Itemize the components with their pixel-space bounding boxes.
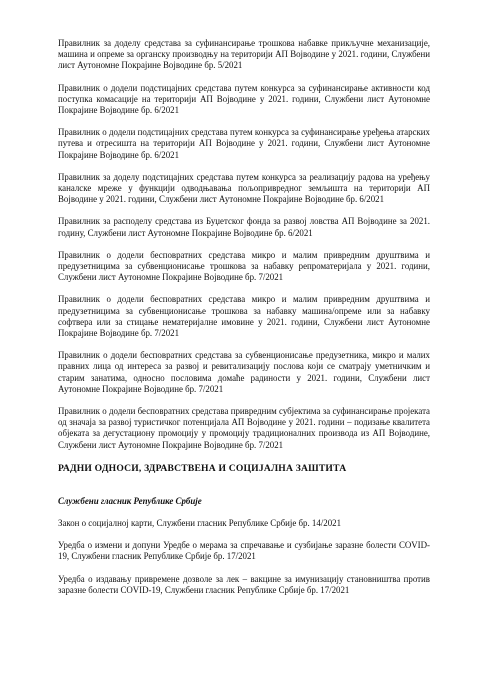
gazette-subheading: Службени гласник Републике Србије <box>58 495 202 506</box>
regulation-entry: Правилник о додели бесповратних средстава привредним субјектима за суфинансирање пројеката од значаја за развој туристичког потенцијала АП Војводине у 2021. години – подизање квалитета објеката за дегустациону промоцију у промоцију традиционалних производа из АП Војводине, Службени лист Аутономне Покрајине Војводине бр. 7/2021 <box>58 406 430 450</box>
regulation-entry: Правилник о додели бесповратних средстава микро и малим привредним друштвима и предузетницима за субвенционисање трошкова за набавку машина/опреме или за набавку софтвера или за стицање нематеријалне имовине у 2021. години, Службени лист Аутономне Покрајине Војводине бр. 7/2021 <box>58 294 430 339</box>
regulation-entry: Закон о социјалној карти, Службени гласник Републике Србије бр. 14/2021 <box>58 517 342 528</box>
section-heading: РАДНИ ОДНОСИ, ЗДРАВСТВЕНА И СОЦИЈАЛНА ЗАШТИТА <box>58 462 347 474</box>
regulation-entry: Уредба о издавању привремене дозволе за лек – вакцине за имунизацију становништва против заразне болести COVID-19, Службени гласник Републике Србије бр. 17/2021 <box>58 573 430 595</box>
regulation-entry: Правилник о додели бесповратних средстава микро и малим привредним друштвима и предузетницима за субвенционисање трошкова за набавку репроматеријала у 2021. години, Службени лист Аутономне Покрајине Војводине бр. 7/2021 <box>58 249 430 283</box>
regulation-entry: Правилник за доделу средстава за суфинансирање трошкова набавке прикључне механизације, машина и опреме за органску производњу на територији АП Војводине у 2021. години, Службени лист Аутономне Покрајине Војводине бр. 5/2021 <box>58 38 430 71</box>
regulation-entry: Правилник за расподелу средстава из Буџетског фонда за развој ловства АП Војводине за 2021. годину, Службени лист Аутономне Покрајине Војводине бр. 6/2021 <box>58 216 430 238</box>
regulation-entry: Уредба о измени и допуни Уредбе о мерама за спречавање и сузбијање заразне болести COVID-19, Службени гласник Републике Србије бр. 17/2021 <box>58 540 430 562</box>
regulation-entry: Правилник о додели бесповратних средстава за субвенционисање предузетника, микро и малих правних лица од интереса за развој и ревитализацију послова који се сматрају уметничким и старим занатима, односно пословима домаће радиности у 2021. години, Службени лист Аутономне Покрајине Војводине бр. 7/2021 <box>58 350 430 394</box>
regulation-entry: Правилник о додели подстицајних средстава путем конкурса за суфинансирање уређења атарских путева и отресишта на територији АП Војводине у 2021. години, Службени лист Аутономне Покрајине Војводине бр. 6/2021 <box>58 127 430 160</box>
regulation-entry: Правилник о додели подстицајних средстава путем конкурса за суфинансирање активности код поступка комасације на територији АП Војводине у 2021. години, Службени лист Аутономне Покрајине Војводине бр. 6/2021 <box>58 82 430 116</box>
document-content <box>58 38 430 607</box>
regulation-entry: Правилник за доделу подстицајних средстава путем конкурса за реализацију радова на уређењу каналске мреже у функцији одводњавања пољопривредног земљишта на територији АП Војводине у 2021. години, Службени лист Аутономне Покрајине Војводине бр. 6/2021 <box>58 171 430 205</box>
